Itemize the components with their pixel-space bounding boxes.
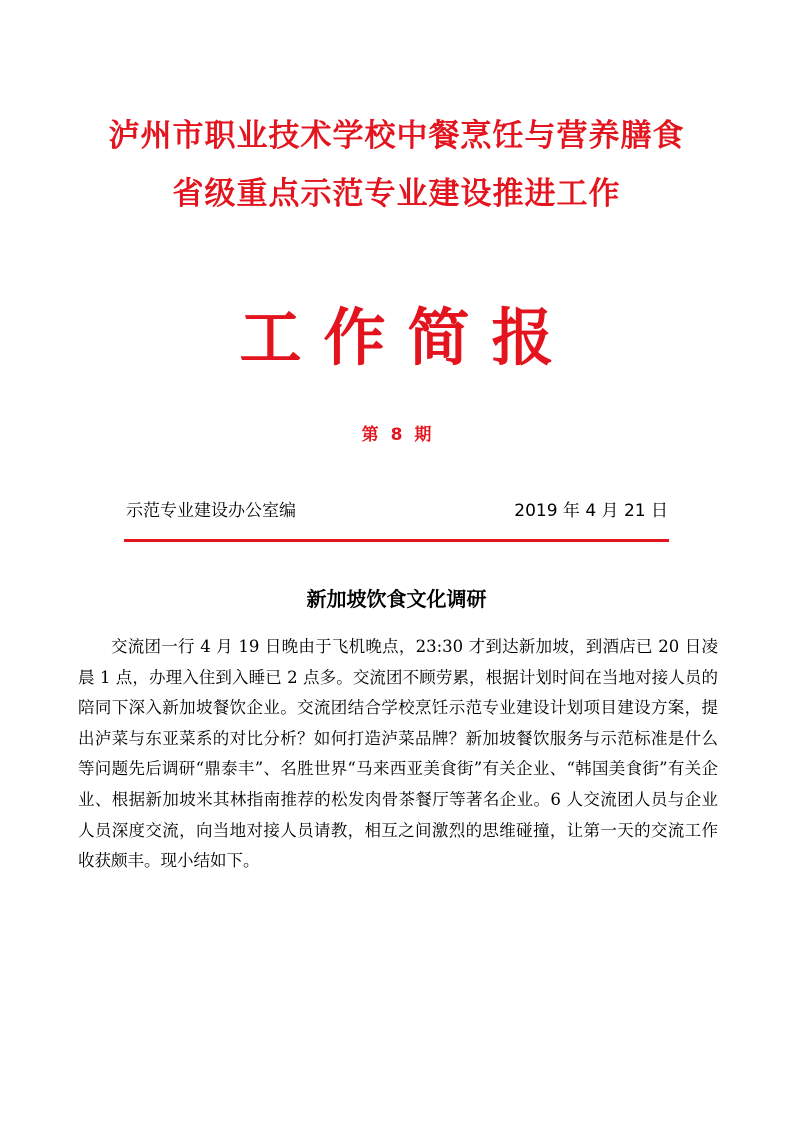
publish-date: 2019 年 4 月 21 日 — [514, 501, 668, 521]
bulletin-name: 工作简报 — [239, 301, 576, 374]
article-paragraph: 交流团一行 4 月 19 日晚由于飞机晚点，23:30 才到达新加坡，到酒店已 20 日凌晨 1 点，办理入住到入睡已 2 点多。交流团不顾劳累，根据计划时间在当地对接人员的陪同下深入新加坡餐饮企业。交流团结合学校烹饪示范专业建设计划项目建设方案，提出泸菜与东亚菜系的对比分析？如何打造泸菜品牌？新加坡餐饮服务与示范标准是什么等问题先后调研“鼎泰丰”、名胜世界“马来西亚美食街”有关企业、“韩国美食街”有关企业、根据新加坡米其林指南推荐的松发肉骨茶餐厅等著名企业。6 人交流团人员与企业人员深度交流，向当地对接人员请教，相互之间激烈的思维碰撞，让第一天的交流工作收获颇丰。现小结如下。 — [78, 637, 718, 871]
header-title-line-1: 泸州市职业技术学校中餐烹饪与营养膳食 — [108, 118, 685, 154]
header-divider — [124, 539, 669, 542]
article-title: 新加坡饮食文化调研 — [306, 587, 487, 611]
editor-credit: 示范专业建设办公室编 — [126, 501, 296, 521]
issue-number: 第 8 期 — [361, 425, 432, 445]
header-title-line-2: 省级重点示范专业建设推进工作 — [172, 176, 621, 212]
